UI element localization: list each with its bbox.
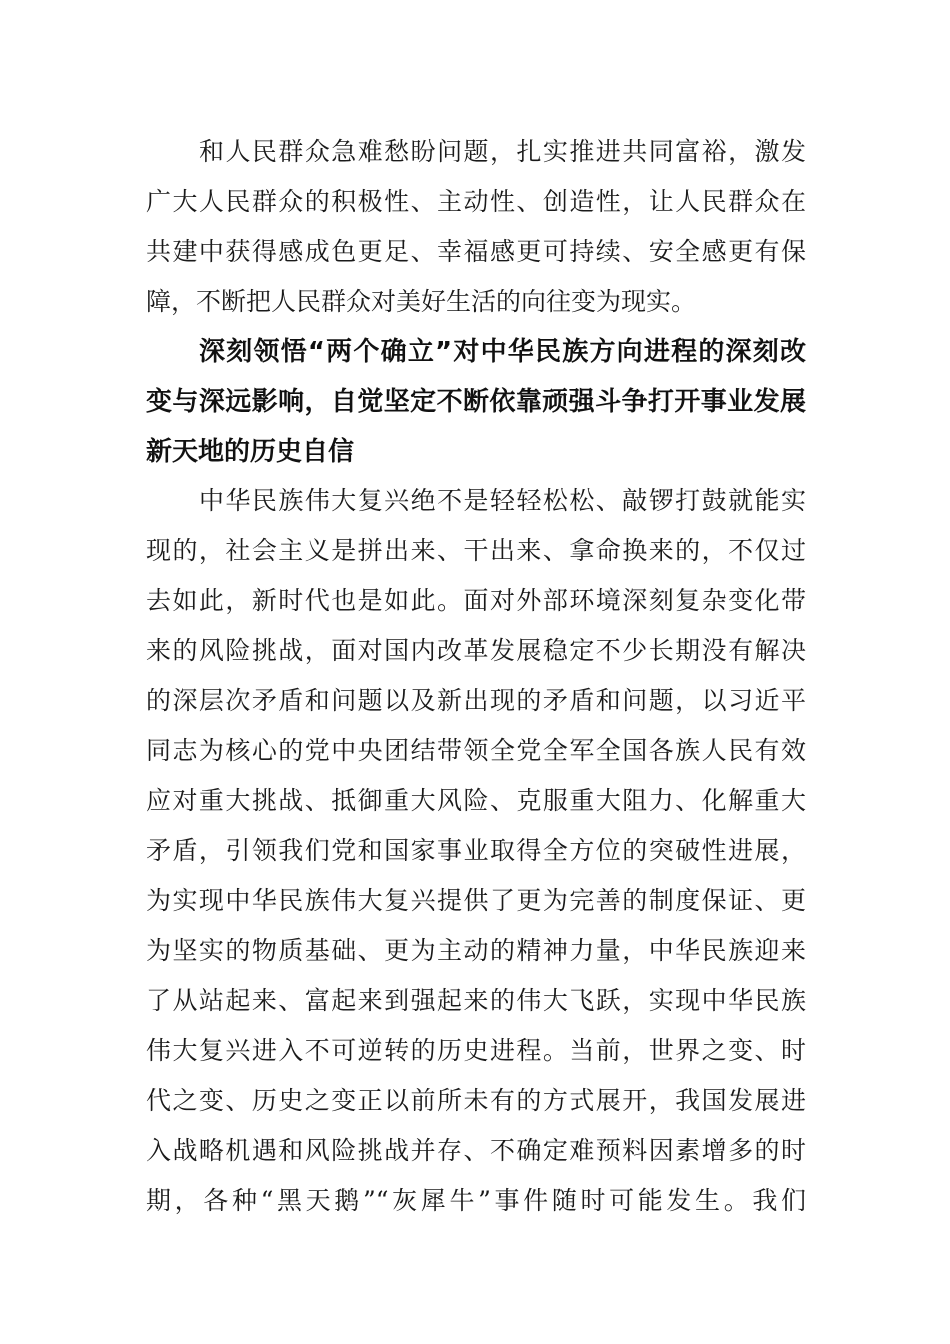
paragraph-line: 和人民群众急难愁盼问题，扎实推进共同富裕，激发 [199,137,806,166]
paragraph-line: 应对重大挑战、抵御重大风险、克服重大阻力、化解重大 [146,786,806,815]
paragraph-line: 中华民族伟大复兴绝不是轻轻松松、敲锣打鼓就能实 [199,486,806,515]
paragraph-continuation [146,127,806,327]
paragraph-line: 广大人民群众的积极性、主动性、创造性，让人民群众在 [146,187,806,216]
paragraph-line: 去如此，新时代也是如此。面对外部环境深刻复杂变化带 [146,586,806,615]
paragraph-main [146,476,806,1226]
paragraph-line: 代之变、历史之变正以前所未有的方式展开，我国发展进 [146,1086,806,1115]
paragraph-line: 来的风险挑战，面对国内改革发展稳定不少长期没有解决 [146,636,806,665]
paragraph-line: 现的，社会主义是拼出来、干出来、拿命换来的，不仅过 [146,536,806,565]
section-heading [146,327,806,477]
paragraph-line: 障，不断把人民群众对美好生活的向往变为现实。 [146,287,697,316]
paragraph-line: 了从站起来、富起来到强起来的伟大飞跃，实现中华民族 [146,986,806,1015]
paragraph-line: 期，各种“黑天鹅”“灰犀牛”事件随时可能发生。我们 [146,1186,806,1215]
paragraph-line: 入战略机遇和风险挑战并存、不确定难预料因素增多的时 [146,1136,806,1165]
paragraph-line: 共建中获得感成色更足、幸福感更可持续、安全感更有保 [146,237,806,266]
paragraph-line: 矛盾，引领我们党和国家事业取得全方位的突破性进展， [146,836,806,865]
paragraph-line: 伟大复兴进入不可逆转的历史进程。当前，世界之变、时 [146,1036,806,1065]
paragraph-line: 为实现中华民族伟大复兴提供了更为完善的制度保证、更 [146,886,806,915]
heading-line: 新天地的历史自信 [146,437,355,467]
heading-line: 深刻领悟“两个确立”对中华民族方向进程的深刻改 [199,337,806,367]
heading-line: 变与深远影响，自觉坚定不断依靠顽强斗争打开事业发展 [146,387,806,417]
paragraph-line: 同志为核心的党中央团结带领全党全军全国各族人民有效 [146,736,806,765]
paragraph-line: 的深层次矛盾和问题以及新出现的矛盾和问题，以习近平 [146,686,806,715]
paragraph-line: 为坚实的物质基础、更为主动的精神力量，中华民族迎来 [146,936,806,965]
